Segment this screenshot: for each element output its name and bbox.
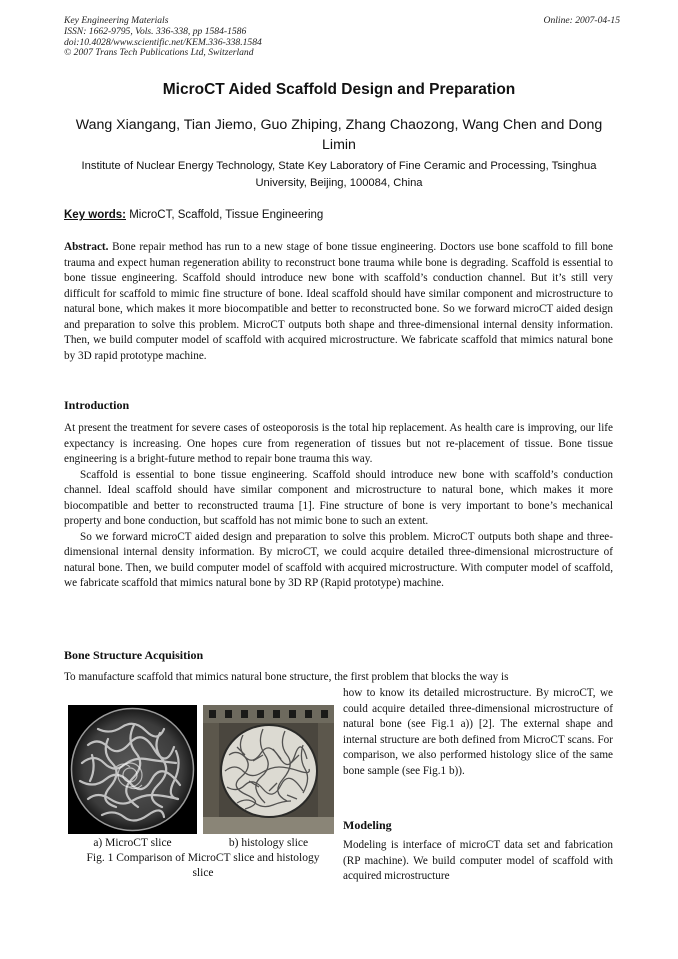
- microct-slice-image: [68, 705, 197, 834]
- bone-structure-column-text: how to know its detailed microstructure. By microCT, we could acquire detailed three-dimensional microstructure of natural bone (see Fig.1 a)) [2]. The external shape and internal structure are both defined from MicroCT scans. For comparison, we also performed histology slice of the same bone sample (see Fig.1 b)).: [343, 687, 613, 777]
- introduction-body: [64, 421, 613, 592]
- keywords-text: MicroCT, Scaffold, Tissue Engineering: [126, 209, 324, 221]
- paper-authors: Wang Xiangang, Tian Jiemo, Guo Zhiping, Zhang Chaozong, Wang Chen and Dong Limin: [75, 117, 603, 153]
- abstract-text: Bone repair method has run to a new stage of bone tissue engineering. Doctors use bone scaffold to fill bone trauma and expect human regeneration ability to reconstruct bone trauma while bone is degrading. Scaffold is essential to bone tissue engineering. Scaffold should introduce new bone with scaffold’s conduction channel. But it’s still very difficult for scaffold to mimic fine structure of bone. Ideal scaffold should have similar component and microstructure to natural bone, which makes it more biocompatible and better to reconstructed bone. So we forward microCT aided design and preparation to solve this problem. MicroCT outputs both shape and three-dimensional internal density information. Then, we build computer model of scaffold with acquired microstructure. We fabricate scaffold that mimics natural bone by 3D rapid prototype machine.: [64, 241, 613, 362]
- keywords-label: Key words:: [64, 209, 126, 221]
- abstract-label: Abstract.: [64, 241, 109, 253]
- introduction-paragraph-3: So we forward microCT aided design and preparation to solve this problem. MicroCT outputs both shape and three-dimensional internal density information. By microCT, we could acquire detailed three-dimensional microstructure of natural bone. Then, we build computer model of scaffold with acquired microstructure. With computer model of scaffold, we fabricate scaffold that mimics natural bone by 3D RP (Rapid prototype) machine.: [64, 530, 613, 589]
- introduction-paragraph-1: At present the treatment for severe cases of osteoporosis is the total hip replacement. As health care is improving, our life expectancy is increasing. One hopes cure from regeneration of tissues but not re-placement of tissue. Bone tissue engineering is a bright-future method to repair bone trauma this way.: [64, 422, 613, 465]
- bone-structure-heading: Bone Structure Acquisition: [64, 648, 204, 662]
- modeling-text: Modeling is interface of microCT data set and fabrication (RP machine). We build computer model of scaffold with acquired microstructure: [343, 839, 613, 882]
- journal-issn: ISSN: 1662-9795, Vols. 336-338, pp 1584-1586: [64, 25, 247, 37]
- paper-title: MicroCT Aided Scaffold Design and Preparation: [162, 81, 516, 98]
- modeling-heading: Modeling: [343, 818, 392, 832]
- keywords: [64, 208, 620, 223]
- bone-structure-first-line: To manufacture scaffold that mimics natural bone structure, the first problem that blocks the way is: [64, 671, 509, 683]
- journal-copyright: © 2007 Trans Tech Publications Ltd, Switzerland: [64, 47, 254, 59]
- journal-header: [64, 16, 620, 59]
- figure-caption: Fig. 1 Comparison of MicroCT slice and histology slice: [86, 852, 320, 879]
- online-date: Online: 2007-04-15: [543, 15, 620, 26]
- abstract: [64, 240, 613, 364]
- figure-subcaption-b: b) histology slice: [228, 837, 309, 849]
- journal-name: Key Engineering Materials: [64, 15, 169, 26]
- journal-doi: doi:10.4028/www.scientific.net/KEM.336-338.1584: [64, 36, 262, 48]
- paper-affiliation: Institute of Nuclear Energy Technology, State Key Laboratory of Fine Ceramic and Processing, Tsinghua University, Beijing, 100084, China: [81, 160, 597, 189]
- histology-slice-image: [203, 705, 334, 834]
- introduction-paragraph-2: Scaffold is essential to bone tissue engineering. Scaffold should introduce new bone with scaffold’s conduction channel. Ideal scaffold should have similar component and microstructure to natural bone, which makes it more biocompatible and better to reconstructed trauma [1]. Fine structure of bone is very important to bone’s mechanical property and bone conduction, but scaffold has not mimic bone to such an extent.: [64, 468, 613, 527]
- introduction-heading: Introduction: [64, 398, 130, 412]
- figure-subcaption-a: a) MicroCT slice: [93, 837, 172, 849]
